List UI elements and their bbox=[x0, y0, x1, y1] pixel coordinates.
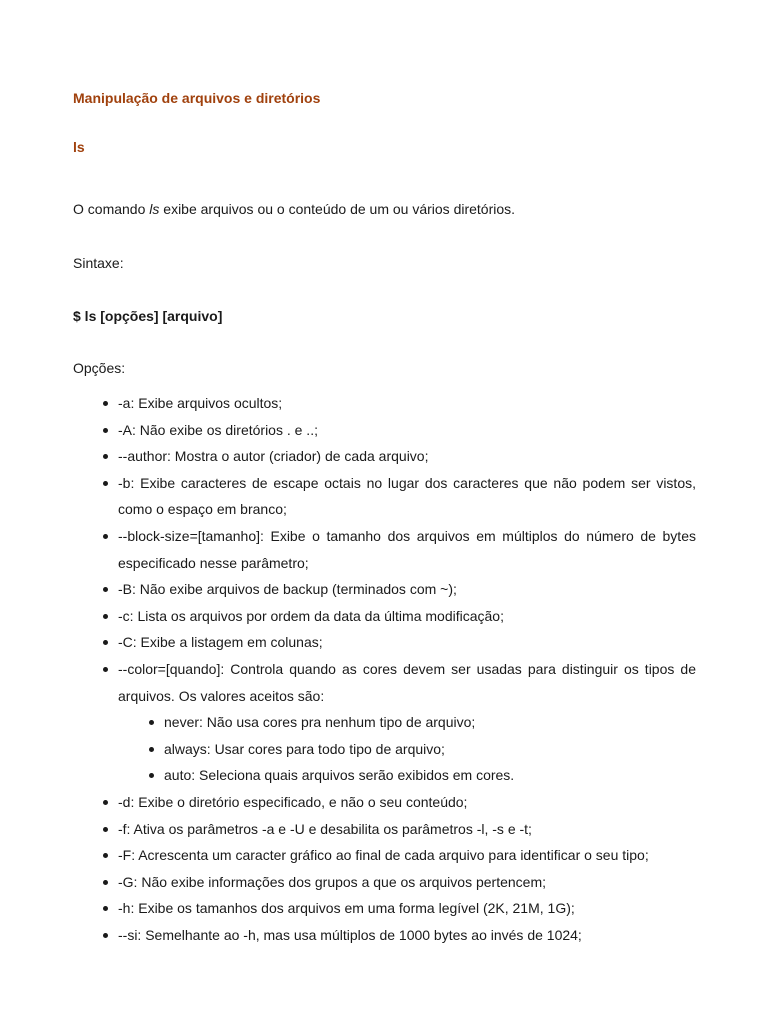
option-text: -f: Ativa os parâmetros -a e -U e desabilita os parâmetros -l, -s e -t; bbox=[118, 820, 532, 837]
color-value-text: never: Não usa cores pra nenhum tipo de arquivo; bbox=[164, 714, 476, 731]
option-text: --si: Semelhante ao -h, mas usa múltiplos de 1000 bytes ao invés de 1024; bbox=[118, 926, 582, 943]
list-item bbox=[118, 603, 696, 630]
list-item bbox=[118, 470, 696, 523]
list-item bbox=[118, 656, 696, 789]
list-item bbox=[164, 736, 696, 763]
option-text: -c: Lista os arquivos por ordem da data da última modificação; bbox=[118, 607, 504, 624]
intro-after: exibe arquivos ou o conteúdo de um ou vários diretórios. bbox=[159, 201, 516, 217]
color-value-text: always: Usar cores para todo tipo de arquivo; bbox=[164, 740, 445, 757]
list-item bbox=[118, 869, 696, 896]
list-item bbox=[118, 523, 696, 576]
list-item bbox=[118, 842, 696, 869]
document-title: Manipulação de arquivos e diretórios bbox=[73, 90, 321, 106]
syntax-line: $ ls [opções] [arquivo] bbox=[73, 308, 223, 324]
list-item bbox=[118, 922, 696, 949]
list-item bbox=[118, 816, 696, 843]
list-item bbox=[118, 390, 696, 417]
option-text: --color=[quando]: Controla quando as cores devem ser usadas para distinguir os tipos de arquivos. Os valores aceitos são: bbox=[118, 660, 696, 704]
list-item bbox=[118, 417, 696, 444]
list-item bbox=[118, 629, 696, 656]
option-text: -F: Acrescenta um caracter gráfico ao final de cada arquivo para identificar o seu tipo; bbox=[118, 847, 649, 864]
list-item bbox=[118, 789, 696, 816]
options-label: Opções: bbox=[73, 360, 126, 376]
section-heading-ls: ls bbox=[73, 139, 85, 155]
option-text: -a: Exibe arquivos ocultos; bbox=[118, 395, 283, 411]
option-text: -h: Exibe os tamanhos dos arquivos em uma forma legível (2K, 21M, 1G); bbox=[118, 900, 575, 917]
color-values-list bbox=[118, 709, 696, 789]
syntax-label: Sintaxe: bbox=[73, 255, 124, 271]
list-item bbox=[118, 576, 696, 603]
option-text: --author: Mostra o autor (criador) de cada arquivo; bbox=[118, 448, 429, 465]
list-item bbox=[118, 895, 696, 922]
intro-command: ls bbox=[149, 201, 160, 217]
option-text: -B: Não exibe arquivos de backup (terminados com ~); bbox=[118, 581, 457, 598]
intro-before: O comando bbox=[73, 201, 150, 217]
option-text: -G: Não exibe informações dos grupos a que os arquivos pertencem; bbox=[118, 873, 547, 890]
option-text: -C: Exibe a listagem em colunas; bbox=[118, 634, 323, 651]
list-item bbox=[164, 709, 696, 736]
options-list bbox=[73, 390, 696, 948]
list-item bbox=[118, 443, 696, 470]
option-text: -A: Não exibe os diretórios . e ..; bbox=[118, 421, 318, 438]
color-value-text: auto: Seleciona quais arquivos serão exibidos em cores. bbox=[164, 767, 515, 784]
option-text: -d: Exibe o diretório especificado, e não o seu conteúdo; bbox=[118, 793, 468, 810]
intro-paragraph bbox=[73, 200, 515, 218]
list-item bbox=[164, 762, 696, 789]
option-text: --block-size=[tamanho]: Exibe o tamanho dos arquivos em múltiplos do número de bytes especificado nesse parâmetro; bbox=[118, 527, 696, 571]
option-text: -b: Exibe caracteres de escape octais no lugar dos caracteres que não podem ser vistos, como o espaço em branco; bbox=[118, 474, 696, 518]
